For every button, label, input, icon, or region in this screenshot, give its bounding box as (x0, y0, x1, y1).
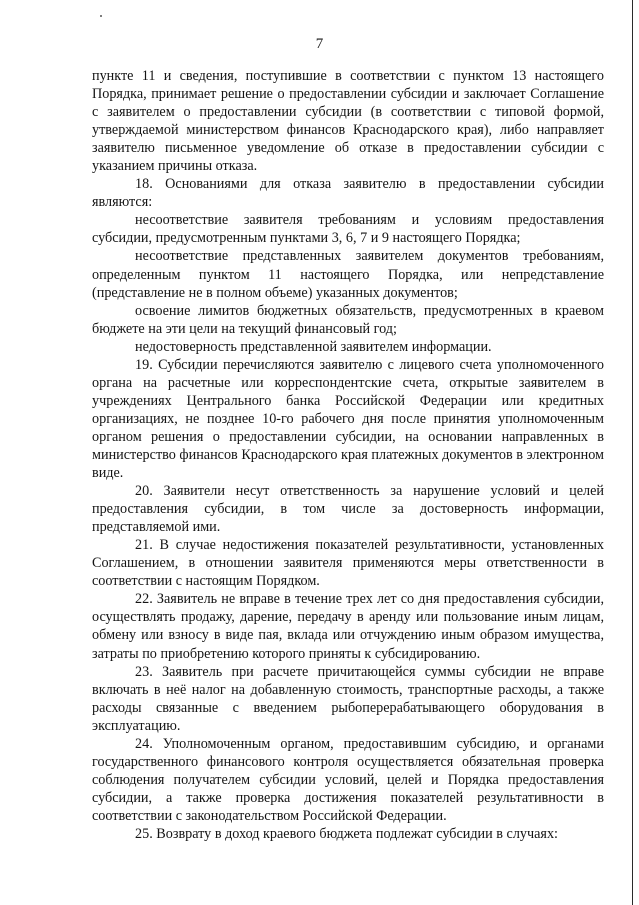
paragraph: несоответствие представленных заявителем документов требованиям, определенным пунктом 11 настоящего Порядка, или непредставление (представление не в полном объеме) указанных документов; (92, 248, 604, 301)
paragraph: несоответствие заявителя требованиям и условиям предоставления субсидии, предусмотренным пунктами 3, 6, 7 и 9 настоящего Порядка; (92, 212, 604, 247)
paragraph: 22. Заявитель не вправе в течение трех лет со дня предоставления субсидии, осуществлять продажу, дарение, передачу в аренду или пользование иным лицам, обмену или взносу в виде пая, вклада или отчуждению иным образом имущества, затраты по приобретению которого приняты к субсидированию. (92, 591, 604, 662)
paragraph: освоение лимитов бюджетных обязательств, предусмотренных в краевом бюджете на эти цели на текущий финансовый год; (92, 302, 604, 337)
document-body (92, 67, 604, 843)
paragraph: пункте 11 и сведения, поступившие в соответствии с пунктом 13 настоящего Порядка, принимает решение о предоставлении субсидии и заключает Соглашение с заявителем о предоставлении субсидии (в соответствии с типовой формой, утверждаемой министерством финансов Краснодарского края), либо направляет заявителю письменное уведомление об отказе в предоставлении субсидии с указанием причины отказа. (92, 68, 604, 175)
paragraph: 25. Возврату в доход краевого бюджета подлежат субсидии в случаях: (135, 825, 558, 842)
paragraph: 18. Основаниями для отказа заявителю в предоставлении субсидии являются: (92, 176, 604, 211)
paragraph: 23. Заявитель при расчете причитающейся суммы субсидии не вправе включать в неё налог на добавленную стоимость, транспортные расходы, а также расходы связанные с введением рыбоперерабатывающего оборудования в эксплуатацию. (92, 663, 604, 734)
paragraph: 21. В случае недостижения показателей результативности, установленных Соглашением, в отношении заявителя применяются меры ответственности в соответствии с настоящим Порядком. (92, 537, 604, 590)
scan-speck (100, 15, 102, 17)
page-edge-line (632, 0, 633, 905)
paragraph: 20. Заявители несут ответственность за нарушение условий и целей предоставления субсидии, в том числе за достоверность информации, представляемой ими. (92, 483, 604, 536)
paragraph: 24. Уполномоченным органом, предоставившим субсидию, и органами государственного финансового контроля осуществляется обязательная проверка соблюдения получателем субсидии условий, целей и Порядка предоставления субсидии, а также проверка достижения показателей результативности в соответствии с законодательством Российской Федерации. (92, 735, 604, 824)
paragraph: недостоверность представленной заявителем информации. (135, 338, 492, 355)
paragraph: 19. Субсидии перечисляются заявителю с лицевого счета уполномоченного органа на расчетные или корреспондентские счета, открытые заявителем в учреждениях Центрального банка Российской Федерации или кредитных организациях, не позднее 10-го рабочего дня после принятия уполномоченным органом решения о предоставлении субсидии, на основании направленных в министерство финансов Краснодарского края платежных документов в электронном виде. (92, 356, 604, 482)
page-number: 7 (315, 36, 324, 52)
